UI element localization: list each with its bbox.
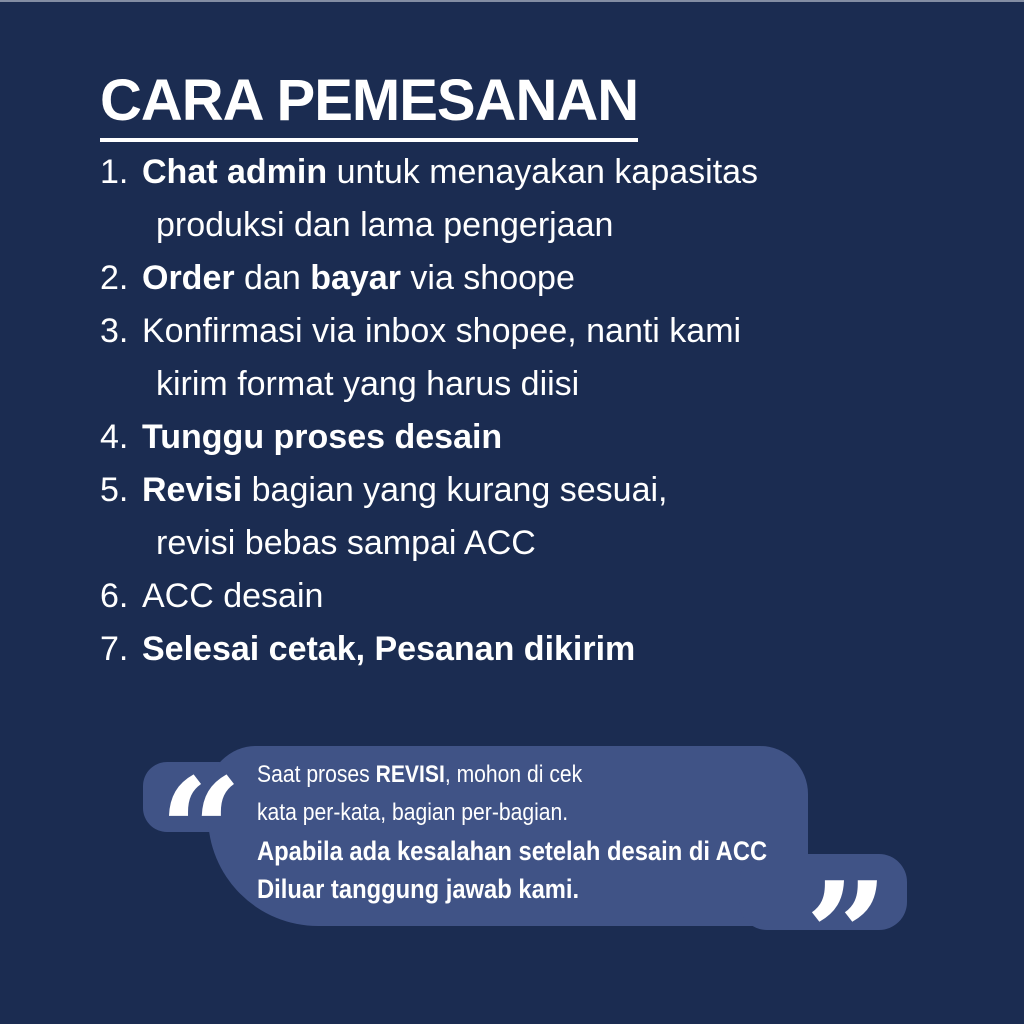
step-text [142,305,940,411]
text-segment: via shoope [400,259,575,297]
step-number: 5. [100,471,129,509]
text-segment: produksi dan lama pengerjaan [156,206,614,244]
step-text [142,623,940,676]
emphasis-text: Revisi [142,471,243,509]
step-text [142,411,940,464]
step-line [142,464,940,517]
emphasis-text: bayar [310,259,401,297]
quote-line [257,870,820,908]
step-line [142,517,940,570]
page-title: CARA PEMESANAN [100,70,638,142]
text-segment: , mohon di cek [444,761,583,788]
text-segment: ACC desain [142,577,324,615]
step-line [142,411,940,464]
text-segment: bagian yang kurang sesuai, [242,471,668,509]
text-segment: Saat proses [257,761,376,788]
quote-line [257,756,820,794]
quote-text [257,756,820,908]
step-number: 7. [100,630,129,668]
step-line [142,305,940,358]
emphasis-text: Selesai cetak, Pesanan dikirim [142,630,636,668]
step-line [142,623,940,676]
title-block [100,70,638,142]
quote-panel [143,740,923,1021]
step-line [142,570,940,623]
emphasis-text: Apabila ada kesalahan setelah desain di ACC [257,836,768,866]
emphasis-text: REVISI [375,761,445,788]
step-item-4 [100,411,940,464]
steps-list [100,146,940,676]
step-number: 1. [100,153,129,191]
step-text [142,146,940,252]
open-quote-icon: “ [159,747,243,917]
step-number: 6. [100,577,129,615]
step-item-5 [100,464,940,570]
quote-line [257,832,820,870]
emphasis-text: Chat admin [142,153,328,191]
text-segment: kirim format yang harus diisi [156,365,580,403]
text-segment: Konfirmasi via inbox shopee, nanti kami [142,312,742,350]
text-segment: revisi bebas sampai ACC [156,524,536,562]
step-text [142,464,940,570]
emphasis-text: Diluar tanggung jawab kami. [257,874,580,904]
step-line [142,146,940,199]
step-item-7 [100,623,940,676]
emphasis-text: Order [142,259,235,297]
step-number: 2. [100,259,129,297]
step-number: 3. [100,312,129,350]
step-text [142,252,940,305]
emphasis-text: Tunggu proses desain [142,418,503,456]
step-line [142,358,940,411]
text-segment: dan [234,259,311,297]
step-line [142,252,940,305]
step-text [142,570,940,623]
quote-line [257,794,820,832]
step-item-2 [100,252,940,305]
close-quote-icon: ” [805,851,889,1021]
step-item-6 [100,570,940,623]
step-item-3 [100,305,940,411]
top-edge-line [0,0,1024,2]
step-number: 4. [100,418,129,456]
text-segment: untuk menayakan kapasitas [327,153,759,191]
text-segment: kata per-kata, bagian per-bagian. [257,799,569,826]
step-item-1 [100,146,940,252]
step-line [142,199,940,252]
